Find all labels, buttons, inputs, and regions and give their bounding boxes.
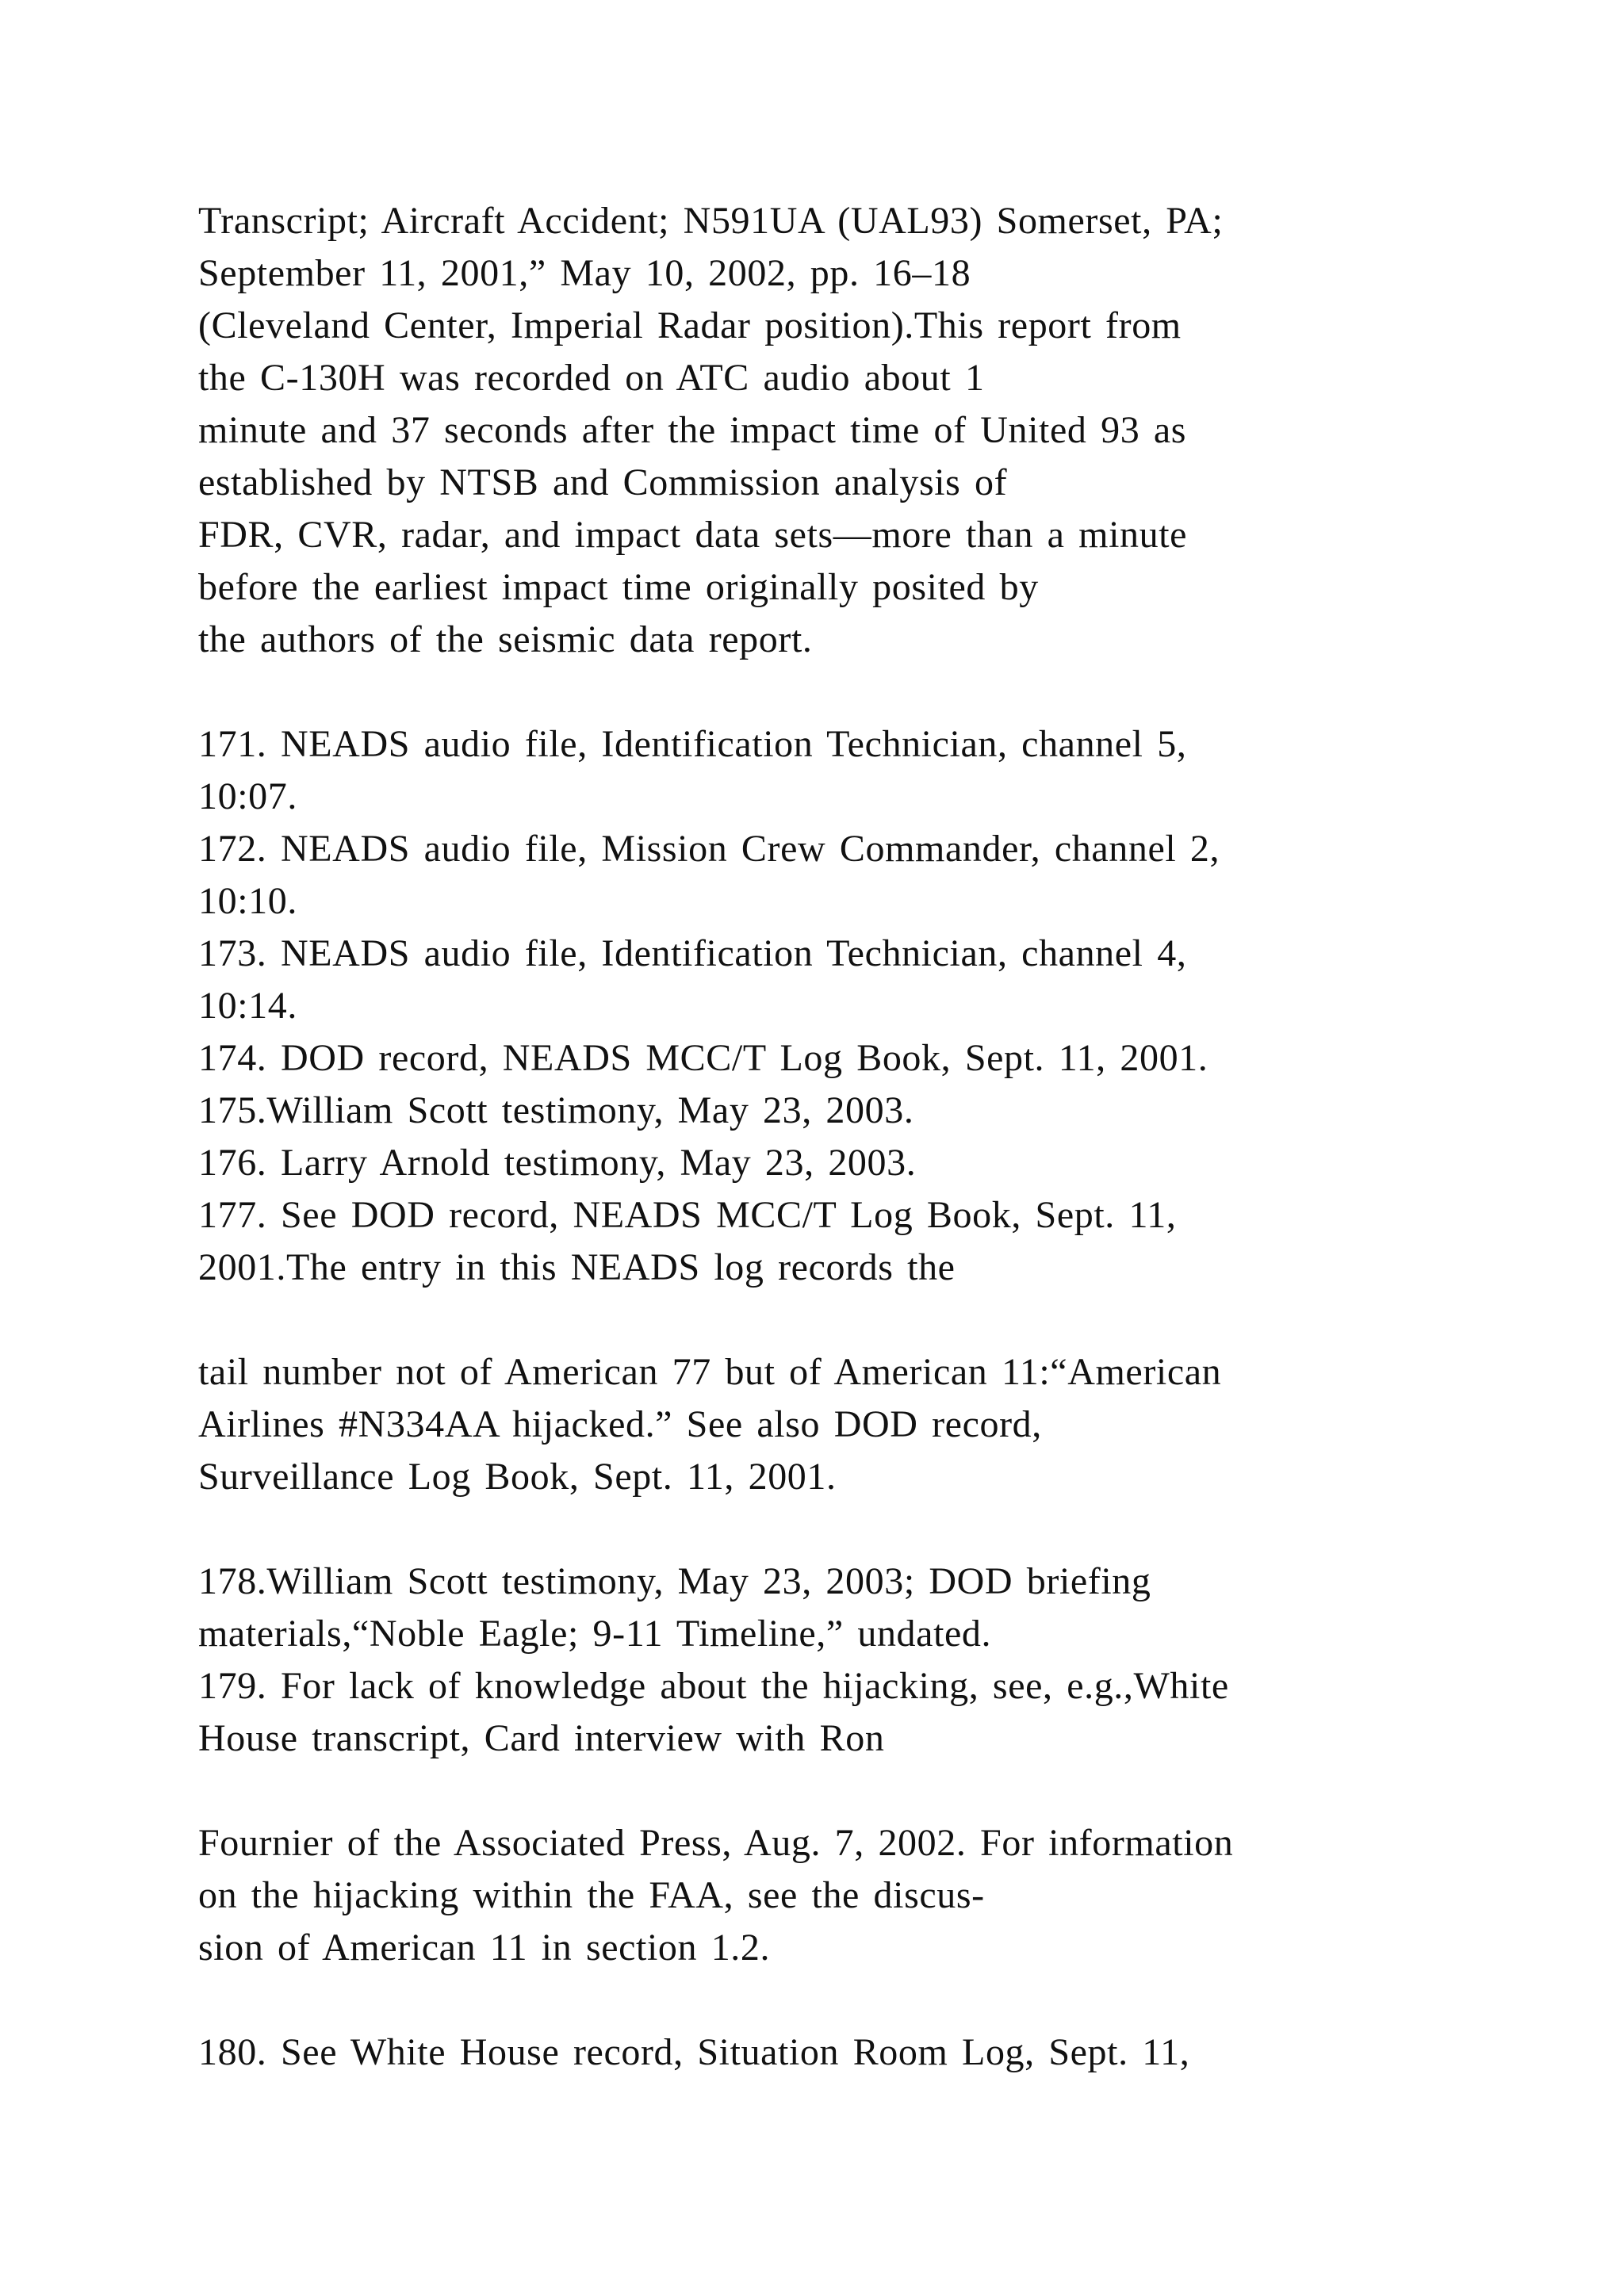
text-line: materials,“Noble Eagle; 9-11 Timeline,” undated. — [198, 1613, 992, 1655]
footnote-179: 179. For lack of knowledge about the hijacking, see, e.g.,White — [198, 1665, 1229, 1707]
footnote-175: 175.William Scott testimony, May 23, 2003. — [198, 1089, 914, 1131]
text-line: tail number not of American 77 but of American 11:“American — [198, 1351, 1222, 1393]
footnote-173: 173. NEADS audio file, Identification Technician, channel 4, — [198, 932, 1187, 974]
paragraph-gap — [198, 1974, 1507, 2026]
footnote-176: 176. Larry Arnold testimony, May 23, 2003. — [198, 1142, 917, 1184]
footnotes-text — [198, 195, 1507, 2079]
text-line: (Cleveland Center, Imperial Radar position).This report from — [198, 304, 1182, 346]
text-line: 10:07. — [198, 775, 297, 817]
footnote-172: 172. NEADS audio file, Mission Crew Commander, channel 2, — [198, 828, 1220, 870]
text-line: the authors of the seismic data report. — [198, 618, 813, 660]
paragraph-gap — [198, 1294, 1507, 1346]
text-line: Surveillance Log Book, Sept. 11, 2001. — [198, 1456, 837, 1498]
text-line: Airlines #N334AA hijacked.” See also DOD record, — [198, 1403, 1042, 1445]
text-line: sion of American 11 in section 1.2. — [198, 1927, 771, 1969]
text-line: before the earliest impact time originally posited by — [198, 566, 1039, 608]
text-line: House transcript, Card interview with Ron — [198, 1717, 885, 1759]
text-line: on the hijacking within the FAA, see the discus- — [198, 1874, 985, 1916]
text-line: 10:14. — [198, 985, 297, 1027]
footnote-174: 174. DOD record, NEADS MCC/T Log Book, Sept. 11, 2001. — [198, 1037, 1208, 1079]
paragraph-gap — [198, 1765, 1507, 1817]
paragraph-gap — [198, 666, 1507, 718]
footnote-178: 178.William Scott testimony, May 23, 2003; DOD briefing — [198, 1560, 1151, 1602]
paragraph-gap — [198, 1503, 1507, 1556]
text-line: Transcript; Aircraft Accident; N591UA (UAL93) Somerset, PA; — [198, 200, 1224, 242]
footnote-177: 177. See DOD record, NEADS MCC/T Log Book, Sept. 11, — [198, 1194, 1177, 1236]
text-line: established by NTSB and Commission analysis of — [198, 461, 1008, 503]
text-line: Fournier of the Associated Press, Aug. 7, 2002. For information — [198, 1822, 1234, 1864]
text-line: 10:10. — [198, 880, 297, 922]
footnote-180: 180. See White House record, Situation Room Log, Sept. 11, — [198, 2031, 1190, 2073]
text-line: minute and 37 seconds after the impact time of United 93 as — [198, 409, 1187, 451]
text-line: the C-130H was recorded on ATC audio about 1 — [198, 357, 985, 399]
text-line: 2001.The entry in this NEADS log records the — [198, 1246, 956, 1288]
text-line: September 11, 2001,” May 10, 2002, pp. 16–18 — [198, 252, 971, 294]
footnote-171: 171. NEADS audio file, Identification Technician, channel 5, — [198, 723, 1187, 765]
text-line: FDR, CVR, radar, and impact data sets—more than a minute — [198, 514, 1188, 556]
